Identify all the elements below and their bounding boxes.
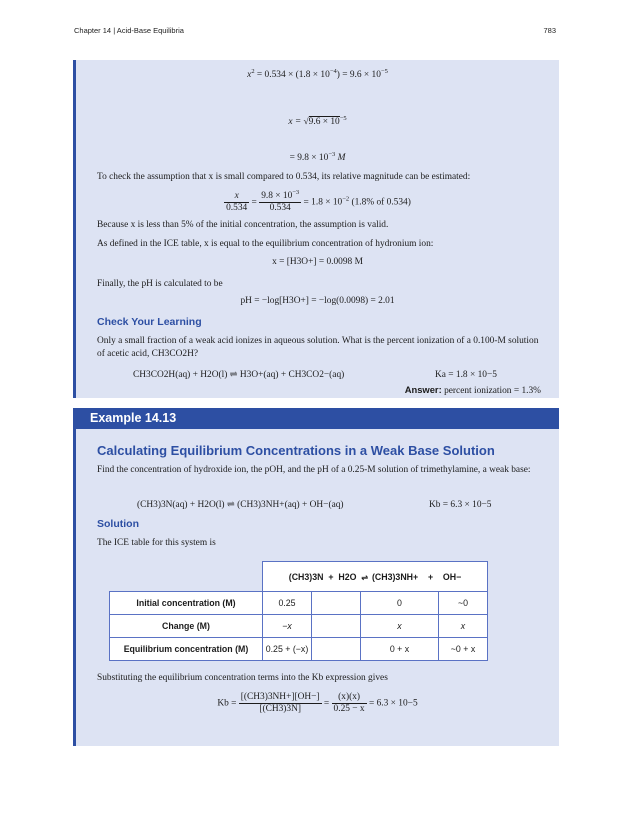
finally-text: Finally, the pH is calculated to be xyxy=(97,279,223,289)
equation-x-root: $x = √9.6 \times 10^{-5}$ xyxy=(288,114,347,127)
ice-table-header: (CH3)3N + H2O ⇌ (CH3)3NH+ + OH− xyxy=(263,562,488,592)
ph-equation: pH = −log[H3O+] = −log(0.0098) = 2.01 xyxy=(240,296,395,306)
substitution-text: Substituting the equilibrium concentration terms into the Kb expression gives xyxy=(97,673,388,683)
table-row: Change (M) −x x x xyxy=(110,615,488,638)
hydronium-equation: x = [H3O+] = 0.0098 M xyxy=(272,257,363,267)
assumption-check-text: To check the assumption that x is small compared to 0.534, its relative magnitude can be estimated: xyxy=(97,172,471,182)
example-continuation-box xyxy=(73,60,559,398)
equation-x-value: = $9.8 \times 10^{-3}$ M xyxy=(289,150,346,163)
check-learning-question: Only a small fraction of a weak acid ionizes in aqueous solution. What is the percent ionization of a 0.100-M solution of acetic acid, CH3CO2H? xyxy=(97,336,539,359)
example-intro: Find the concentration of hydroxide ion, the pOH, and the pH of a 0.25-M solution of trimethylamine, a weak base: xyxy=(97,465,531,475)
trimethylamine-reaction: (CH3)3N(aq) + H2O(l) ⇌ (CH3)3NH+(aq) + OH−(aq) xyxy=(137,500,344,510)
ice-table xyxy=(109,561,488,661)
solution-heading: Solution xyxy=(97,518,139,530)
equation-x-squared: $x^2 = 0.534 \times (1.8 \times 10^{-4}) = 9.6 \times 10^{-5}$ xyxy=(247,67,388,80)
acetic-acid-reaction: CH3CO2H(aq) + H2O(l) ⇌ H3O+(aq) + CH3CO2−(aq) xyxy=(133,370,345,380)
example-banner: Example 14.13 xyxy=(76,408,559,429)
kb-value: Kb = 6.3 × 10−5 xyxy=(429,500,492,510)
table-row: Initial concentration (M) 0.25 0 ~0 xyxy=(110,592,488,615)
example-14-13-box xyxy=(73,408,559,746)
ka-value: Ka = 1.8 × 10−5 xyxy=(435,370,497,380)
table-row: Equilibrium concentration (M) 0.25 + (−x) 0 + x ~0 + x xyxy=(110,638,488,661)
ice-definition-text: As defined in the ICE table, x is equal to the equilibrium concentration of hydronium ion: xyxy=(97,239,434,249)
relative-magnitude-equation: $\frac{x}{0.534}$ = $\frac{9.8 \times 10^{-3}}{0.534}$ = $1.8 \times 10^{-2}$ (1.8% of 0.534) xyxy=(226,188,411,213)
ice-table-intro: The ICE table for this system is xyxy=(97,538,216,548)
page-number: 783 xyxy=(543,26,556,35)
answer-line: Answer: percent ionization = 1.3% xyxy=(404,384,541,396)
kb-expression: Kb = $\frac{[(CH3)3NH+][OH-]}{[(CH3)3N]}$ = $\frac{(x)(x)}{0.25 - x}$ = 6.3 × 10−5 xyxy=(217,692,418,714)
chapter-header: Chapter 14 | Acid-Base Equilibria xyxy=(74,26,184,35)
assumption-valid-text: Because x is less than 5% of the initial concentration, the assumption is valid. xyxy=(97,220,389,230)
check-your-learning-heading: Check Your Learning xyxy=(97,316,202,328)
example-title: Calculating Equilibrium Concentrations in a Weak Base Solution xyxy=(97,443,495,458)
